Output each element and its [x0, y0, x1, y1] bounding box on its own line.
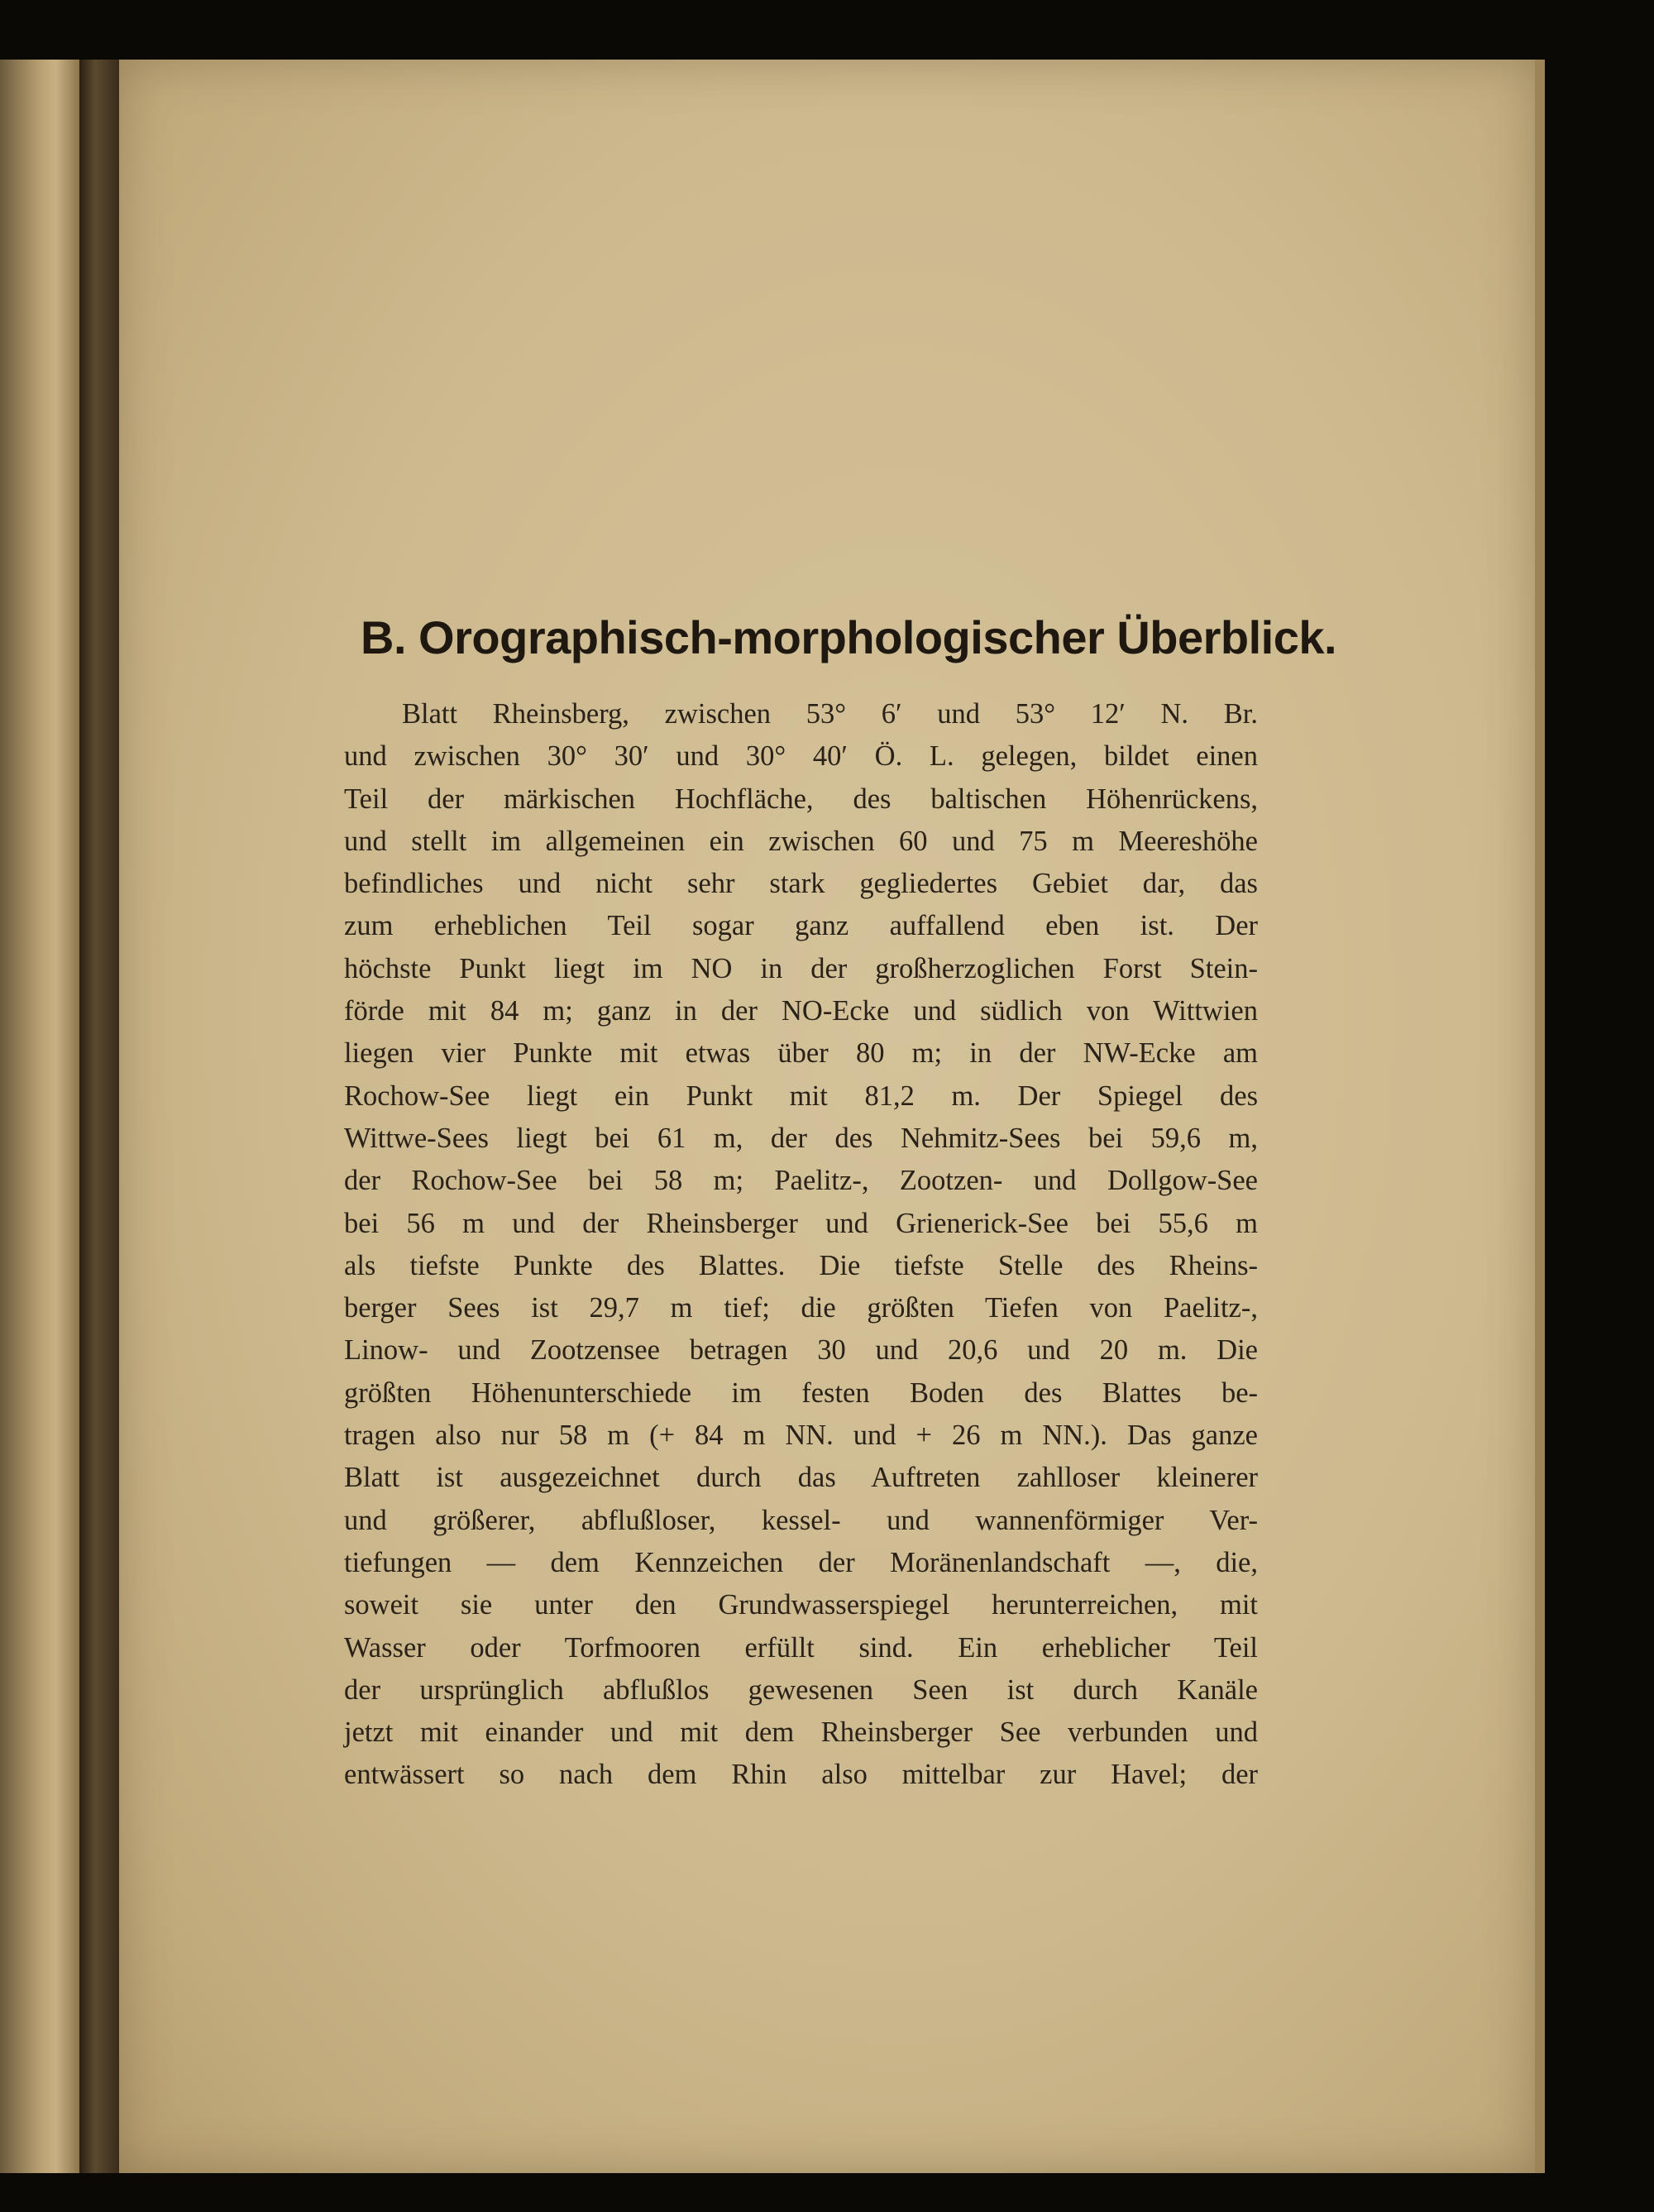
text-line: höchste Punkt liegt im NO in der großherzoglichen Forst Stein-	[344, 952, 1258, 984]
text-line: Blatt Rheinsberg, zwischen 53° 6′ und 53° 12′ N. Br.	[402, 698, 1258, 730]
text-line: Teil der märkischen Hochfläche, des baltischen Höhenrückens,	[344, 783, 1258, 815]
text-line: Rochow-See liegt ein Punkt mit 81,2 m. Der Spiegel des	[344, 1080, 1258, 1112]
text-line: Linow- und Zootzensee betragen 30 und 20,6 und 20 m. Die	[344, 1334, 1258, 1367]
left-page-edge	[0, 60, 79, 2173]
body-paragraph	[344, 693, 1258, 1797]
text-line: berger Sees ist 29,7 m tief; die größten Tiefen von Paelitz-,	[344, 1292, 1258, 1324]
text-line: der ursprünglich abflußlos gewesenen Seen ist durch Kanäle	[344, 1673, 1258, 1706]
text-line: entwässert so nach dem Rhin also mittelbar zur Havel; der	[344, 1759, 1258, 1791]
text-line: Blatt ist ausgezeichnet durch das Auftreten zahlloser kleinerer	[344, 1462, 1258, 1494]
text-line: und zwischen 30° 30′ und 30° 40′ Ö. L. gelegen, bildet einen	[344, 740, 1258, 773]
section-heading: B. Orographisch-morphologischer Überblick.	[361, 611, 1337, 663]
text-line: tiefungen — dem Kennzeichen der Moränenlandschaft —, die,	[344, 1546, 1258, 1578]
text-line: bei 56 m und der Rheinsberger und Grienerick-See bei 55,6 m	[344, 1207, 1258, 1239]
text-line: Wittwe-Sees liegt bei 61 m, der des Nehmitz-Sees bei 59,6 m,	[344, 1122, 1258, 1154]
text-line: befindliches und nicht sehr stark gegliedertes Gebiet dar, das	[344, 868, 1258, 900]
book-gutter	[79, 60, 119, 2173]
text-line: als tiefste Punkte des Blattes. Die tiefste Stelle des Rheins-	[344, 1249, 1258, 1281]
text-line: und stellt im allgemeinen ein zwischen 60 und 75 m Meereshöhe	[344, 825, 1258, 857]
text-line: liegen vier Punkte mit etwas über 80 m; in der NW-Ecke am	[344, 1037, 1258, 1070]
text-line: größten Höhenunterschiede im festen Boden des Blattes be-	[344, 1377, 1258, 1409]
text-line: jetzt mit einander und mit dem Rheinsberger See verbunden und	[344, 1716, 1258, 1749]
text-line: und größerer, abflußloser, kessel- und wannenförmiger Ver-	[344, 1504, 1258, 1536]
right-page-edge	[1535, 60, 1545, 2173]
text-line: förde mit 84 m; ganz in der NO-Ecke und südlich von Wittwien	[344, 995, 1258, 1027]
text-line: der Rochow-See bei 58 m; Paelitz-, Zootzen- und Dollgow-See	[344, 1165, 1258, 1197]
text-line: soweit sie unter den Grundwasserspiegel herunterreichen, mit	[344, 1589, 1258, 1621]
text-line: zum erheblichen Teil sogar ganz auffallend eben ist. Der	[344, 910, 1258, 942]
text-line: Wasser oder Torfmooren erfüllt sind. Ein erheblicher Teil	[344, 1631, 1258, 1664]
text-line: tragen also nur 58 m (+ 84 m NN. und + 26 m NN.). Das ganze	[344, 1420, 1258, 1452]
